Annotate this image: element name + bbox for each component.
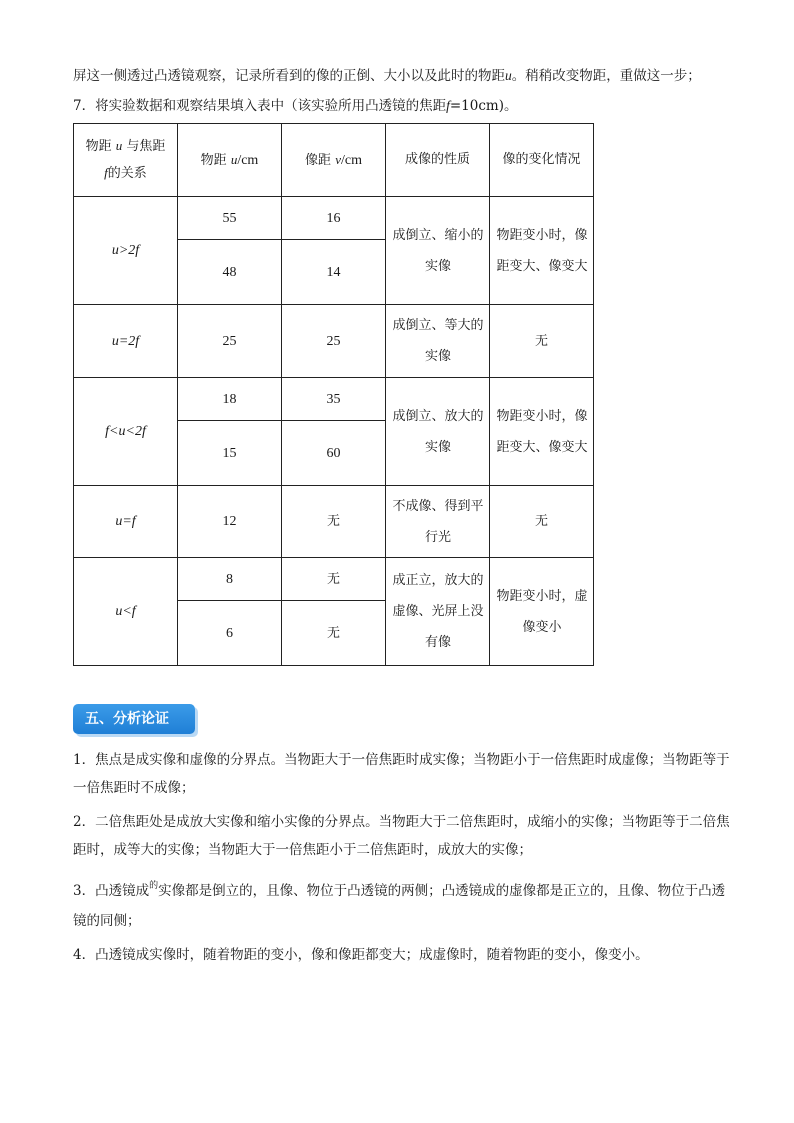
image-distance-cell: 无	[282, 601, 386, 666]
change-cell: 物距变小时，像距变大、像变大	[490, 378, 594, 486]
image-distance-cell: 25	[282, 305, 386, 378]
table-row	[74, 558, 594, 601]
change-cell: 无	[490, 486, 594, 558]
analysis-point-3-start: 3．凸透镜成	[73, 883, 150, 899]
change-cell: 物距变小时，像距变大、像变大	[490, 197, 594, 305]
relation-cell: u<f	[74, 558, 178, 666]
analysis-point-4: 4．凸透镜成实像时，随着物距的变小，像和像距都变大；成虚像时，随着物距的变小，像变小。	[73, 947, 649, 963]
analysis-point-3	[73, 877, 733, 935]
object-distance-cell: 6	[178, 601, 282, 666]
analysis-point-3-superscript: 的	[149, 881, 159, 891]
object-distance-cell: 55	[178, 197, 282, 240]
object-distance-cell: 15	[178, 421, 282, 486]
header-change: 像的变化情况	[490, 124, 594, 197]
table-row	[74, 486, 594, 558]
change-cell: 物距变小时，虚像变小	[490, 558, 594, 666]
step-7-var-f: f	[446, 98, 450, 113]
intro-line	[73, 66, 733, 86]
step-7-tail: =10cm)。	[449, 98, 518, 114]
image-distance-cell: 16	[282, 197, 386, 240]
nature-cell: 成倒立、缩小的实像	[386, 197, 490, 305]
table-row	[74, 305, 594, 378]
relation-cell: u=f	[74, 486, 178, 558]
intro-tail: 。稍稍改变物距，重做这一步；	[511, 68, 701, 84]
analysis-point-1: 1．焦点是成实像和虚像的分界点。当物距大于一倍焦距时成实像；当物距小于一倍焦距时成虚像；当物距等于一倍焦距时不成像；	[73, 752, 730, 796]
header-image-distance: 像距 v/cm	[282, 124, 386, 197]
step-7-text: 7．将实验数据和观察结果填入表中（该实验所用凸透镜的焦距	[73, 98, 447, 114]
nature-cell: 不成像、得到平行光	[386, 486, 490, 558]
relation-cell: u=2f	[74, 305, 178, 378]
relation-cell: u>2f	[74, 197, 178, 305]
header-nature: 成像的性质	[386, 124, 490, 197]
object-distance-cell: 8	[178, 558, 282, 601]
object-distance-cell: 12	[178, 486, 282, 558]
image-distance-cell: 无	[282, 486, 386, 558]
object-distance-cell: 48	[178, 240, 282, 305]
section-5-heading: 五、分析论证	[73, 704, 195, 734]
intro-text: 屏这一侧透过凸透镜观察，记录所看到的像的正倒、大小以及此时的物距	[73, 68, 505, 84]
nature-cell: 成倒立、等大的实像	[386, 305, 490, 378]
object-distance-cell: 25	[178, 305, 282, 378]
analysis-point-2: 2．二倍焦距处是成放大实像和缩小实像的分界点。当物距大于二倍焦距时，成缩小的实像；当物距等于二倍焦距时，成等大的实像；当物距大于一倍焦距小于二倍焦距时，成放大的实像；	[73, 814, 730, 858]
analysis-point-3-rest: 实像都是倒立的，且像、物位于凸透镜的两侧；凸透镜成的虚像都是正立的，且像、物位于凸透镜的同侧；	[73, 883, 726, 929]
table-row	[74, 378, 594, 421]
table-header-row	[74, 124, 594, 197]
experiment-table	[73, 123, 594, 666]
change-cell: 无	[490, 305, 594, 378]
image-distance-cell: 无	[282, 558, 386, 601]
intro-var-u: u	[505, 68, 512, 83]
header-object-distance: 物距 u/cm	[178, 124, 282, 197]
nature-cell: 成倒立、放大的实像	[386, 378, 490, 486]
nature-cell: 成正立，放大的虚像、光屏上没有像	[386, 558, 490, 666]
image-distance-cell: 60	[282, 421, 386, 486]
step-7	[73, 96, 733, 116]
header-relation: 物距 u 与焦距 f的关系	[74, 124, 178, 197]
image-distance-cell: 14	[282, 240, 386, 305]
image-distance-cell: 35	[282, 378, 386, 421]
relation-cell: f<u<2f	[74, 378, 178, 486]
table-row	[74, 197, 594, 240]
object-distance-cell: 18	[178, 378, 282, 421]
